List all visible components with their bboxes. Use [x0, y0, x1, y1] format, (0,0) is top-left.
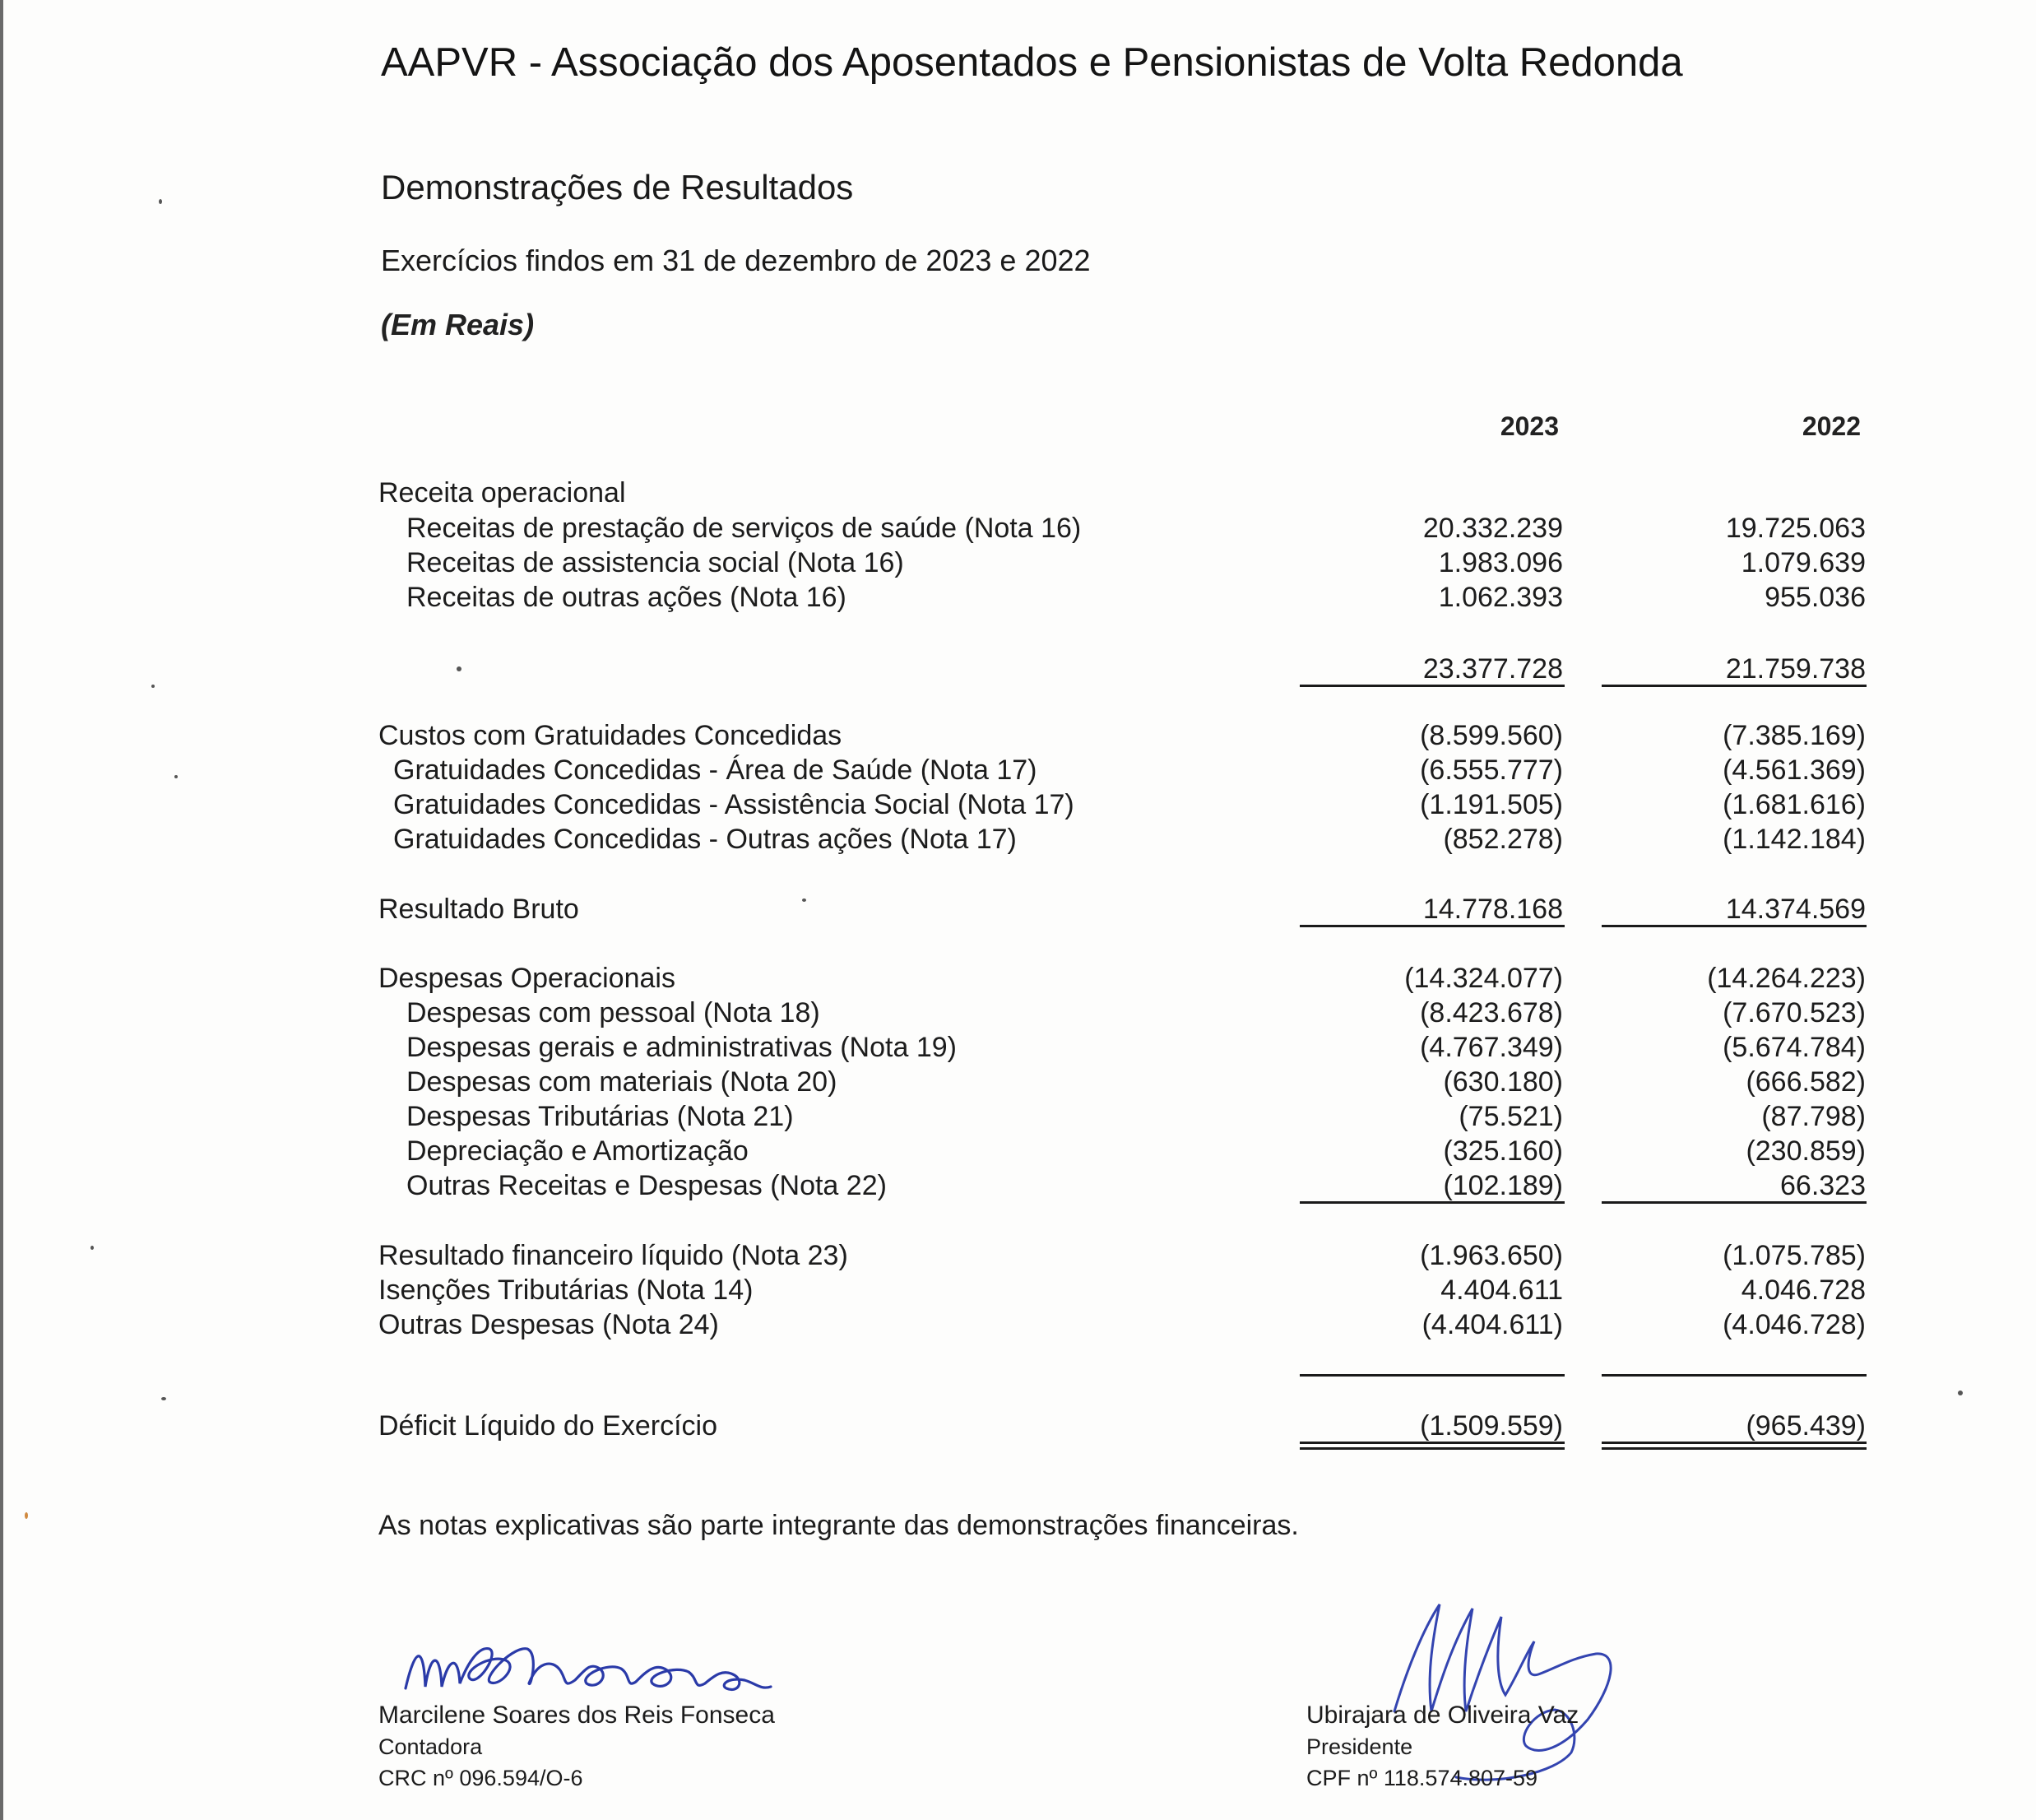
row-label: Despesas gerais e administrativas (Nota 19): [406, 1032, 957, 1063]
value-2022: (1.075.785): [1723, 1240, 1866, 1271]
column-header-2022: 2022: [1802, 411, 1861, 441]
row-label: Despesas com materiais (Nota 20): [406, 1066, 837, 1098]
statement-row: [0, 822, 2036, 857]
president-id: CPF nº 118.574.807-59: [1306, 1766, 1538, 1790]
scan-speck: [174, 775, 178, 778]
total-rule: [1602, 1374, 1867, 1377]
statement-row: [0, 787, 2036, 822]
statement-row: [0, 652, 2036, 686]
document-title: AAPVR - Associação dos Aposentados e Pensionistas de Volta Redonda: [381, 40, 1683, 85]
value-2022: (965.439): [1746, 1410, 1866, 1442]
row-label: Resultado Bruto: [378, 894, 579, 925]
accountant-name: Marcilene Soares dos Reis Fonseca: [378, 1702, 775, 1729]
value-2022: (4.561.369): [1723, 754, 1866, 786]
row-label: Isenções Tributárias (Nota 14): [378, 1274, 754, 1306]
value-2022: (7.670.523): [1723, 997, 1866, 1028]
value-2023: 23.377.728: [1422, 653, 1563, 685]
statement-row: [0, 718, 2036, 753]
statement-row: [0, 1273, 2036, 1307]
total-rule: [1300, 1442, 1565, 1444]
value-2022: 19.725.063: [1725, 513, 1866, 544]
value-2022: (4.046.728): [1723, 1309, 1866, 1340]
value-2023: (6.555.777): [1420, 754, 1563, 786]
row-label: Despesas Operacionais: [378, 963, 675, 994]
scan-speck: [151, 685, 155, 688]
statement-row: [0, 1409, 2036, 1443]
total-rule: [1602, 1442, 1867, 1444]
value-2023: (1.191.505): [1420, 789, 1563, 820]
currency-note: (Em Reais): [381, 308, 535, 341]
statement-row: [0, 1307, 2036, 1342]
statement-title: Demonstrações de Resultados: [381, 168, 854, 207]
value-2022: 955.036: [1765, 582, 1866, 613]
value-2022: 21.759.738: [1725, 653, 1866, 685]
value-2022: (666.582): [1746, 1066, 1866, 1098]
scan-speck: [161, 1397, 166, 1400]
value-2023: (8.599.560): [1420, 720, 1563, 751]
value-2022: 14.374.569: [1725, 894, 1866, 925]
value-2023: (4.767.349): [1420, 1032, 1563, 1063]
value-2023: (325.160): [1443, 1135, 1563, 1167]
row-label: Outras Despesas (Nota 24): [378, 1309, 719, 1340]
statement-row: [0, 1341, 2036, 1376]
scan-speck: [25, 1512, 28, 1519]
scan-speck: [802, 898, 806, 902]
row-label: Outras Receitas e Despesas (Nota 22): [406, 1170, 887, 1201]
scan-speck: [159, 199, 162, 204]
president-role: Presidente: [1306, 1734, 1413, 1759]
statement-row: [0, 753, 2036, 787]
statement-row: [0, 580, 2036, 615]
row-label: Gratuidades Concedidas - Outras ações (Nota 17): [393, 824, 1017, 855]
accountant-role: Contadora: [378, 1734, 483, 1759]
row-label: Custos com Gratuidades Concedidas: [378, 720, 842, 751]
value-2022: (14.264.223): [1707, 963, 1866, 994]
accountant-registration: CRC nº 096.594/O-6: [378, 1766, 583, 1790]
column-header-2023: 2023: [1500, 411, 1559, 441]
value-2023: (1.963.650): [1420, 1240, 1563, 1271]
value-2022: 1.079.639: [1741, 547, 1866, 578]
value-2023: 14.778.168: [1422, 894, 1563, 925]
scan-speck: [457, 666, 461, 671]
value-2022: (7.385.169): [1723, 720, 1866, 751]
statement-row: [0, 996, 2036, 1030]
scan-speck: [90, 1246, 94, 1250]
statement-period: Exercícios findos em 31 de dezembro de 2023 e 2022: [381, 244, 1091, 277]
value-2023: (8.423.678): [1420, 997, 1563, 1028]
total-rule: [1300, 925, 1565, 927]
row-label: Déficit Líquido do Exercício: [378, 1410, 717, 1442]
value-2023: (1.509.559): [1420, 1410, 1563, 1442]
row-label: Resultado financeiro líquido (Nota 23): [378, 1240, 848, 1271]
total-rule: [1602, 685, 1867, 687]
statement-row: [0, 892, 2036, 926]
president-name: Ubirajara de Oliveira Vaz: [1306, 1702, 1579, 1729]
row-label: Receita operacional: [378, 477, 626, 508]
statement-row: [0, 546, 2036, 580]
value-2023: (4.404.611): [1421, 1309, 1563, 1340]
statement-row: [0, 476, 2036, 510]
row-label: Receitas de prestação de serviços de saúde (Nota 16): [406, 513, 1082, 544]
statement-row: [0, 1134, 2036, 1168]
value-2022: (5.674.784): [1723, 1032, 1866, 1063]
value-2023: (630.180): [1443, 1066, 1563, 1098]
value-2023: (75.521): [1459, 1101, 1563, 1132]
statement-row: [0, 1065, 2036, 1099]
row-label: Despesas Tributárias (Nota 21): [406, 1101, 794, 1132]
value-2023: 4.404.611: [1440, 1274, 1563, 1306]
total-rule: [1300, 1201, 1565, 1204]
value-2023: 1.062.393: [1438, 582, 1563, 613]
value-2022: (1.681.616): [1723, 789, 1866, 820]
value-2022: (87.798): [1761, 1101, 1866, 1132]
total-rule: [1602, 1201, 1867, 1204]
value-2023: (852.278): [1443, 824, 1563, 855]
statement-row: [0, 1099, 2036, 1134]
row-label: Despesas com pessoal (Nota 18): [406, 997, 820, 1028]
total-rule: [1300, 1374, 1565, 1377]
value-2022: 66.323: [1780, 1170, 1866, 1201]
value-2022: 4.046.728: [1741, 1274, 1866, 1306]
statement-row: [0, 1168, 2036, 1203]
value-2022: (1.142.184): [1723, 824, 1866, 855]
total-rule: [1602, 1447, 1867, 1450]
total-rule: [1602, 925, 1867, 927]
scan-speck: [1958, 1391, 1963, 1395]
value-2022: (230.859): [1746, 1135, 1866, 1167]
value-2023: (102.189): [1443, 1170, 1563, 1201]
value-2023: (14.324.077): [1404, 963, 1563, 994]
row-label: Receitas de assistencia social (Nota 16): [406, 547, 904, 578]
total-rule: [1300, 685, 1565, 687]
total-rule: [1300, 1447, 1565, 1450]
statement-row: [0, 961, 2036, 996]
value-2023: 20.332.239: [1422, 513, 1563, 544]
row-label: Gratuidades Concedidas - Área de Saúde (Nota 17): [393, 754, 1037, 786]
row-label: Depreciação e Amortização: [406, 1135, 749, 1167]
row-label: Receitas de outras ações (Nota 16): [406, 582, 846, 613]
explanatory-note: As notas explicativas são parte integrante das demonstrações financeiras.: [378, 1510, 1299, 1541]
statement-row: [0, 511, 2036, 546]
row-label: Gratuidades Concedidas - Assistência Social (Nota 17): [393, 789, 1074, 820]
statement-row: [0, 1030, 2036, 1065]
value-2023: 1.983.096: [1438, 547, 1563, 578]
statement-row: [0, 1238, 2036, 1273]
